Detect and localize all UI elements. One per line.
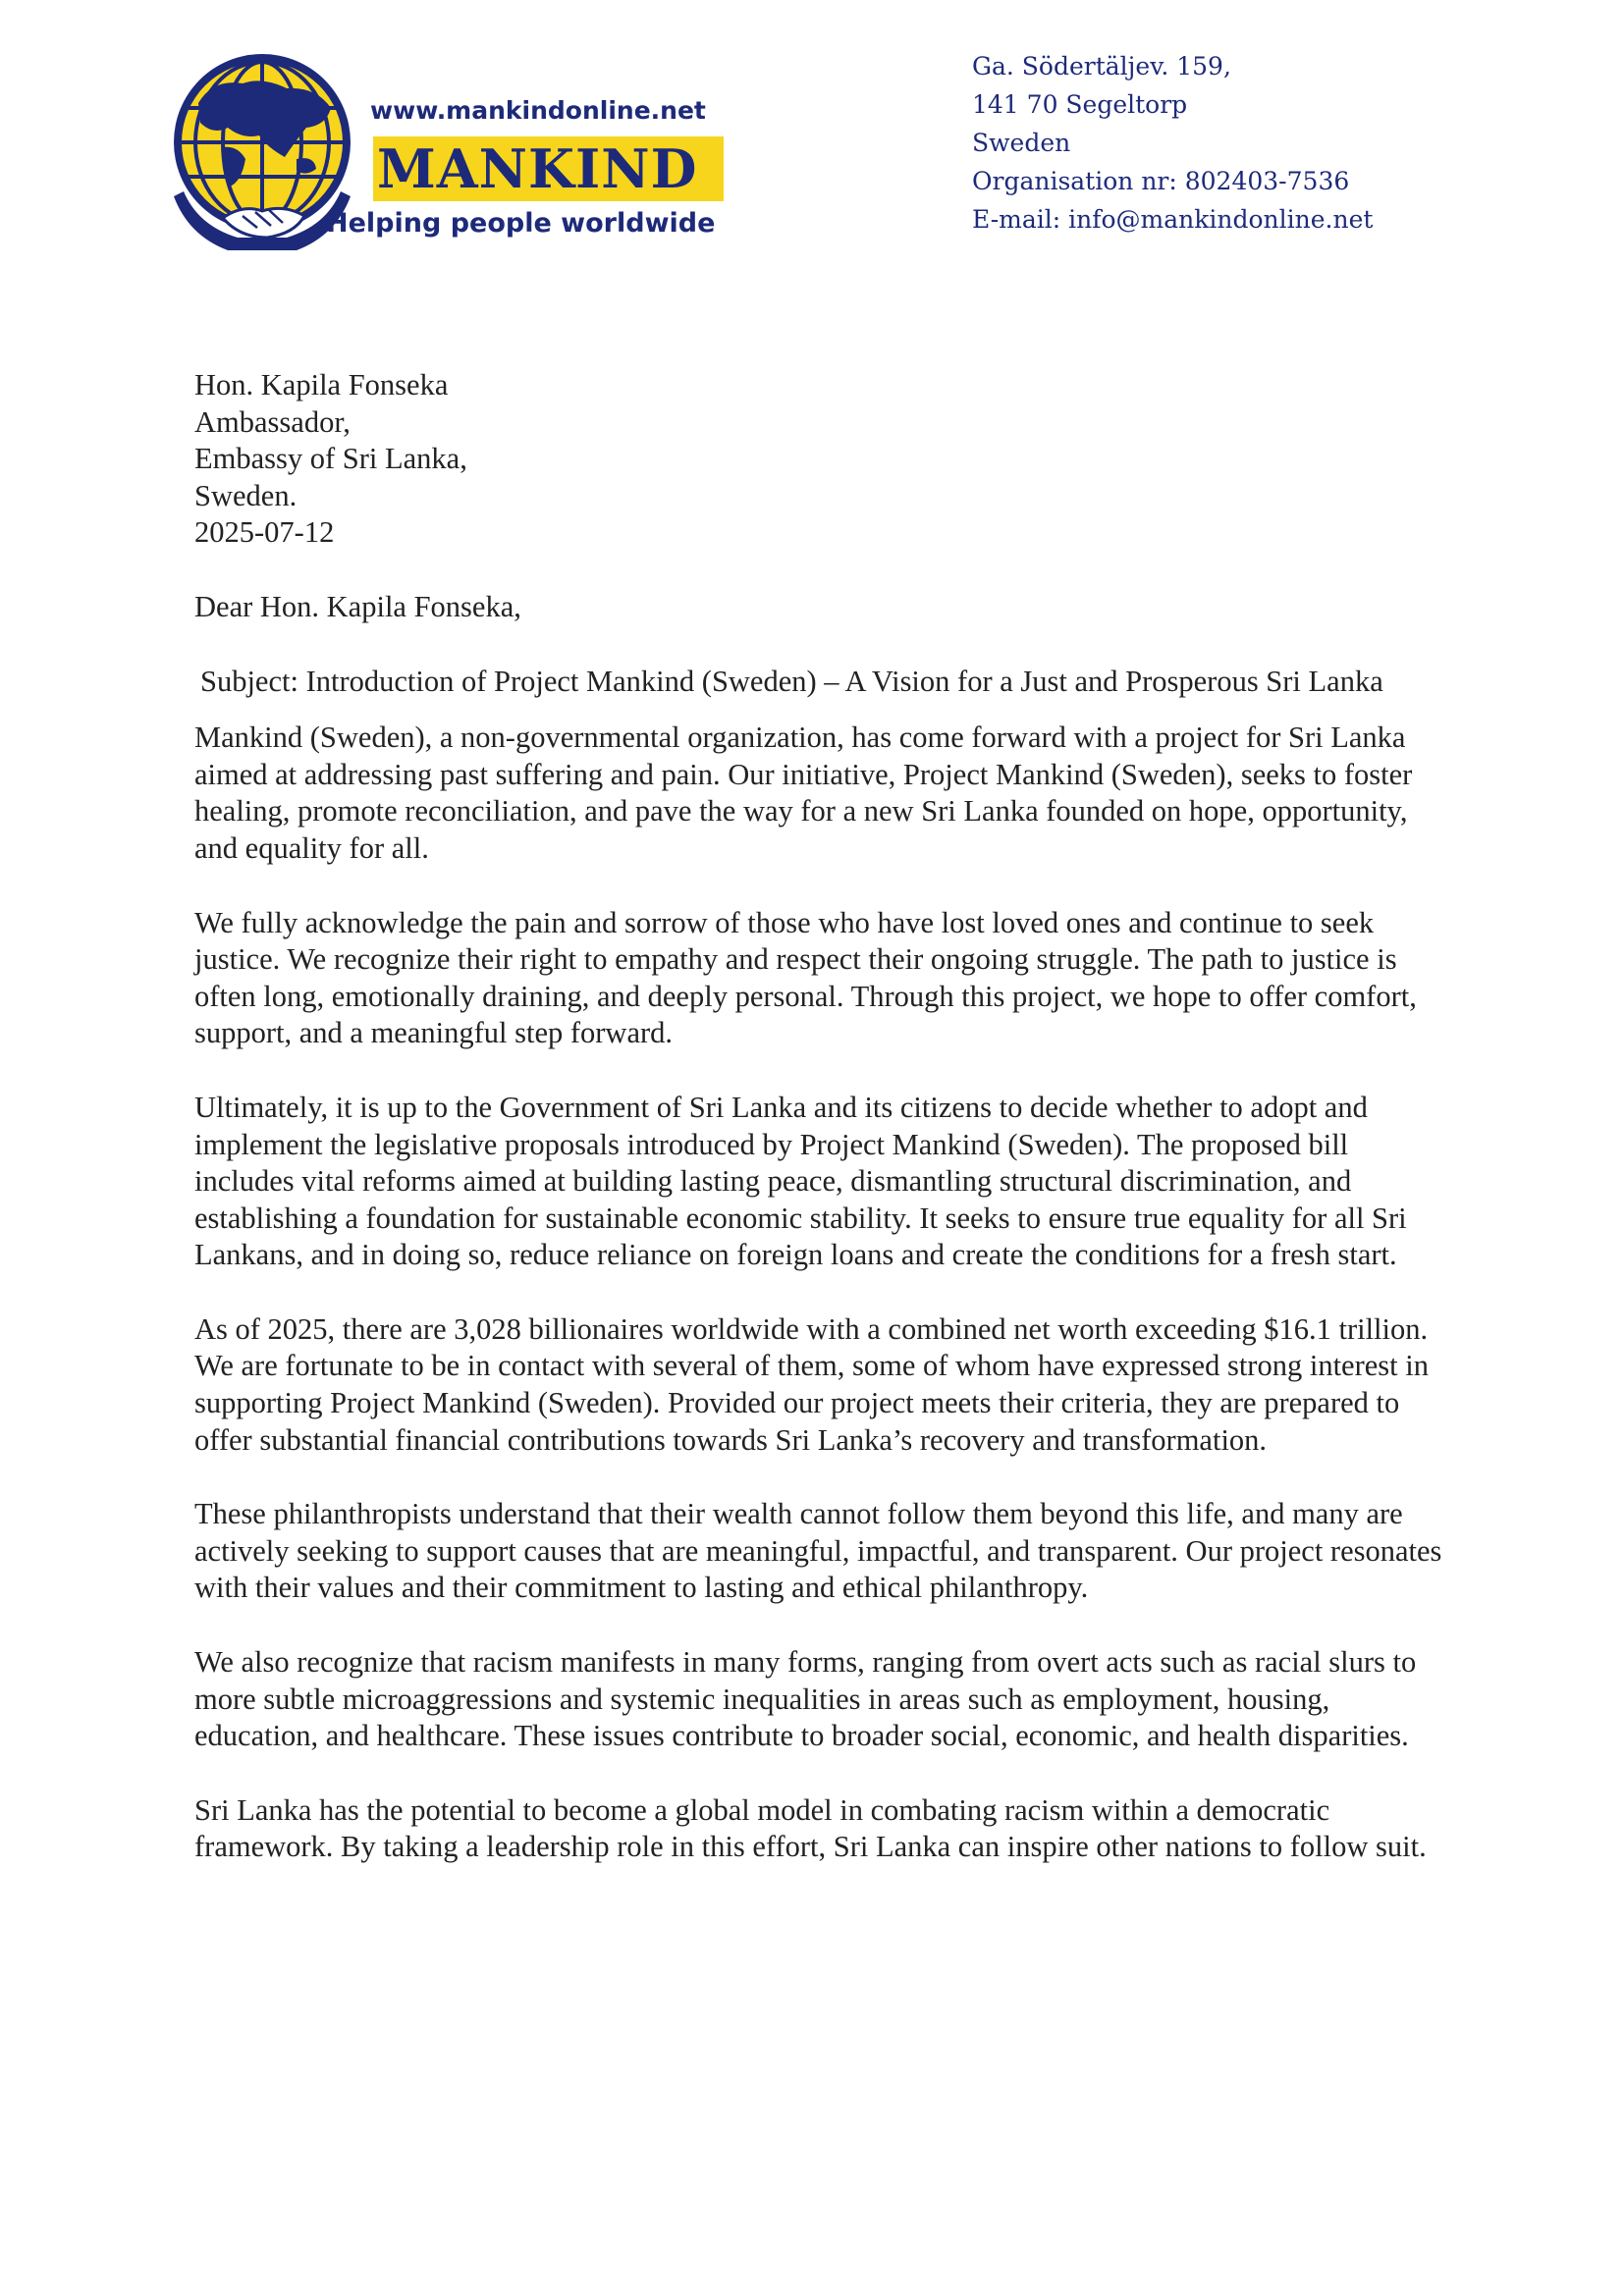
contact-email[interactable]: E-mail: info@mankindonline.net	[972, 205, 1374, 234]
brand-name: MANKIND	[377, 137, 698, 200]
letter-date: 2025-07-12	[194, 515, 335, 550]
brand-banner	[373, 136, 724, 201]
paragraph-legislation: Ultimately, it is up to the Government of Sri Lanka and its citizens to decide whether to adopt and implement the legislative proposals introduced by Project Mankind (Sweden). The proposed bill includes vital reforms aimed at building lasting peace, dismantling structural discrimination, and establishing a foundation for sustainable economic stability. It seeks to ensure true equality for all Sri Lankans, and in doing so, reduce reliance on foreign loans and create the conditions for a fresh start.	[194, 1090, 1407, 1272]
letter-body	[194, 367, 1446, 1866]
address-postal: 141 70 Segeltorp	[972, 90, 1188, 119]
sender-address	[972, 47, 1522, 239]
organisation-number: Organisation nr: 802403-7536	[972, 167, 1350, 195]
address-country: Sweden	[972, 129, 1071, 157]
recipient-organisation: Embassy of Sri Lanka,	[194, 442, 467, 476]
recipient-name: Hon. Kapila Fonseka	[194, 368, 449, 401]
paragraph-philanthropists: These philanthropists understand that their wealth cannot follow them beyond this life, and many are actively seeking to support causes that are meaningful, impactful, and transparent. Our project resonates with their values and their commitment to lasting and ethical philanthropy.	[194, 1497, 1442, 1605]
recipient-title: Ambassador,	[194, 404, 351, 439]
paragraph-racism: We also recognize that racism manifests in many forms, ranging from overt acts such as racial slurs to more subtle microaggressions and systemic inequalities in areas such as employment, housing, education, and healthcare. These issues contribute to broader social, economic, and health disparities.	[194, 1645, 1417, 1753]
paragraph-billionaires: As of 2025, there are 3,028 billionaires worldwide with a combined net worth exceeding $16.1 trillion. We are fortunate to be in contact with several of them, some of whom have expressed strong interest in supporting Project Mankind (Sweden). Provided our project meets their criteria, they are prepared to offer substantial financial contributions towards Sri Lanka’s recovery and transformation.	[194, 1311, 1429, 1457]
mankind-logo	[169, 49, 738, 255]
recipient-block	[194, 367, 1446, 552]
website-url[interactable]: www.mankindonline.net	[370, 96, 706, 125]
address-street: Ga. Södertäljev. 159,	[972, 52, 1231, 80]
paragraph-intro: Mankind (Sweden), a non-governmental organization, has come forward with a project for Sri Lanka aimed at addressing past suffering and pain. Our initiative, Project Mankind (Sweden), seeks to foster healing, promote reconciliation, and pave the way for a new Sri Lanka founded on hope, opportunity, and equality for all.	[194, 721, 1413, 865]
paragraph-global-model: Sri Lanka has the potential to become a global model in combating racism within a democratic framework. By taking a leadership role in this effort, Sri Lanka can inspire other nations to follow suit.	[194, 1792, 1427, 1864]
salutation: Dear Hon. Kapila Fonseka,	[194, 589, 521, 623]
tagline: Helping people worldwide	[326, 208, 716, 239]
paragraph-acknowledgement: We fully acknowledge the pain and sorrow of those who have lost loved ones and continue to seek justice. We recognize their right to empathy and respect their ongoing struggle. The path to justice is often long, emotionally draining, and deeply personal. Through this project, we hope to offer comfort, support, and a meaningful step forward.	[194, 905, 1417, 1050]
subject-line: Subject: Introduction of Project Mankind (Sweden) – A Vision for a Just and Prosperous Sri Lanka	[200, 664, 1383, 698]
recipient-country: Sweden.	[194, 478, 298, 512]
